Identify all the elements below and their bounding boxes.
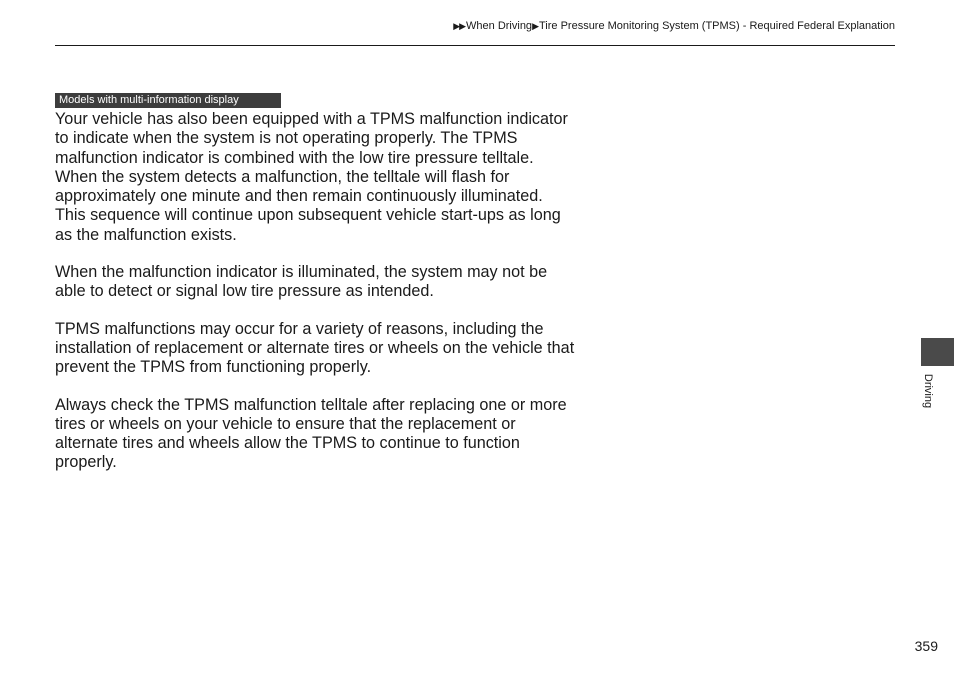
breadcrumb-topic[interactable]: Tire Pressure Monitoring System (TPMS) - Required Federal Explanation	[538, 20, 895, 32]
page-number: 359	[914, 638, 938, 654]
paragraph-indicator-illuminated: When the malfunction indicator is illuminated, the system may not be able to detect or signal low tire pressure as intended.	[55, 263, 548, 301]
chapter-tab-label[interactable]: Driving	[922, 373, 934, 409]
breadcrumb-separator-icon: ▶	[532, 21, 538, 31]
header-divider	[55, 45, 895, 46]
breadcrumb-arrow-icon: ▶▶	[453, 21, 466, 31]
model-applicability-tag: Models with multi-information display	[55, 93, 281, 108]
paragraph-malfunction-causes: TPMS malfunctions may occur for a variety of reasons, including the installation of replacement or alternate tires or wheels on the vehicle that prevent the TPMS from functioning properly.	[55, 319, 575, 377]
paragraph-malfunction-indicator: Your vehicle has also been equipped with a TPMS malfunction indicator to indicate when the system is not operating properly. The TPMS malfunction indicator is combined with the low tire pressure telltale. When the system detects a malfunction, the telltale will flash for approximately one minute and then remain continuously illuminated. This sequence will continue upon subsequent vehicle start-ups as long as the malfunction exists.	[55, 110, 568, 244]
body-text	[55, 110, 575, 491]
breadcrumb-section[interactable]: When Driving	[466, 20, 533, 32]
chapter-tab-marker	[921, 338, 954, 366]
paragraph-check-telltale: Always check the TPMS malfunction telltale after replacing one or more tires or wheels on your vehicle to ensure that the replacement or alternate tires and wheels allow the TPMS to continue to function properly.	[55, 395, 567, 472]
breadcrumb	[453, 19, 895, 33]
